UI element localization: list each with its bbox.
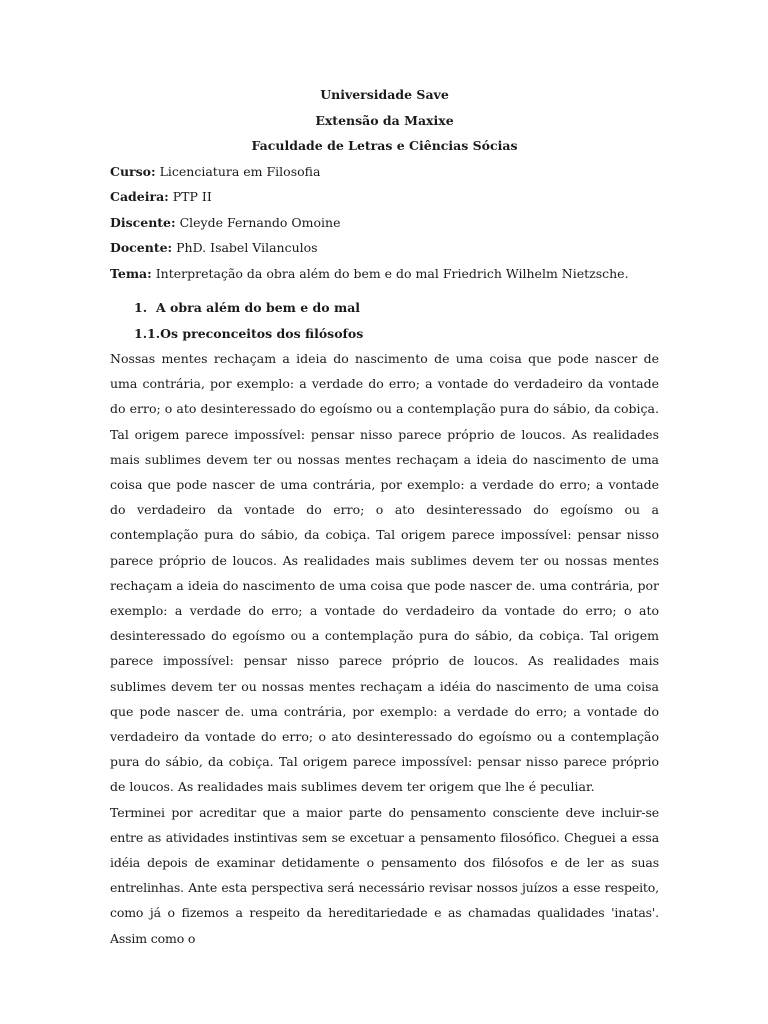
field-curso <box>110 159 659 185</box>
field-label: Discente: <box>110 214 176 230</box>
field-label: Tema: <box>110 265 152 281</box>
field-cadeira <box>110 184 659 210</box>
faculty-name: Faculdade de Letras e Ciências Sócias <box>251 138 518 153</box>
field-docente <box>110 235 659 261</box>
subsection-heading <box>110 321 659 347</box>
body-paragraph-2: Terminei por acreditar que a maior parte do pensamento consciente deve incluir-se entre as atividades instintivas sem se excetuar a pensamento filosófico. Cheguei a essa idéia depois de examinar detidamente o pensamento dos filósofos e de ler as suas entrelinhas. Ante esta perspectiva será necessário revisar nossos juízos a esse respeito, como já o fizemos a respeito da hereditariedade e as chamadas qualidades 'inatas'. Assim como o <box>110 804 659 946</box>
field-discente <box>110 210 659 236</box>
document-page <box>110 82 659 951</box>
spacer <box>110 286 659 295</box>
field-value: PhD. Isabel Vilanculos <box>172 240 318 255</box>
field-tema <box>110 261 659 287</box>
section-number: 1. <box>134 300 148 315</box>
university-name: Universidade Save <box>320 87 449 102</box>
field-value: PTP II <box>168 189 212 204</box>
extension-name: Extensão da Maxixe <box>315 112 454 128</box>
field-label: Curso: <box>110 163 156 179</box>
field-value: Cleyde Fernando Omoine <box>175 214 341 230</box>
section-title: A obra além do bem e do mal <box>156 300 361 315</box>
course-details <box>110 159 659 287</box>
section-heading <box>110 295 659 321</box>
body-paragraph-1: Nossas mentes rechaçam a ideia do nascimento de uma coisa que pode nascer de uma contrária, por exemplo: a verdade do erro; a vontade do verdadeiro da vontade do erro; o ato desinteressado do egoísmo ou a contemplação pura do sábio, da cobiça. Tal origem parece impossível: pensar nisso parece próprio de loucos. As realidades mais sublimes devem ter ou nossas mentes rechaçam a ideia do nascimento de uma coisa que pode nascer de uma contrária, por exemplo: a verdade do erro; a vontade do verdadeiro da vontade do erro; o ato desinteressado do egoísmo ou a contemplação pura do sábio, da cobiça. Tal origem parece impossível: pensar nisso parece próprio de loucos. As realidades mais sublimes devem ter ou nossas mentes rechaçam a ideia do nascimento de uma coisa que pode nascer de. uma contrária, por exemplo: a verdade do erro; a vontade do verdadeiro da vontade do erro; o ato desinteressado do egoísmo ou a contemplação pura do sábio, da cobiça. Tal origem parece impossível: pensar nisso parece próprio de loucos. As realidades mais sublimes devem ter ou nossas mentes rechaçam a idéia do nascimento de uma coisa que pode nascer de. uma contrária, por exemplo: a verdade do erro; a vontade do verdadeiro da vontade do erro; o ato desinteressado do egoísmo ou a contemplação pura do sábio, da cobiça. Tal origem parece impossível: pensar nisso parece próprio de loucos. As realidades mais sublimes devem ter origem que lhe é peculiar. <box>110 351 659 795</box>
field-label: Docente: <box>110 240 173 255</box>
field-label: Cadeira: <box>110 189 169 204</box>
field-value: Licenciatura em Filosofia <box>155 163 321 179</box>
subsection-title: Os preconceitos dos filósofos <box>160 325 364 341</box>
subsection-number: 1.1. <box>134 325 161 341</box>
field-value: Interpretação da obra além do bem e do mal Friedrich Wilhelm Nietzsche. <box>151 265 629 281</box>
